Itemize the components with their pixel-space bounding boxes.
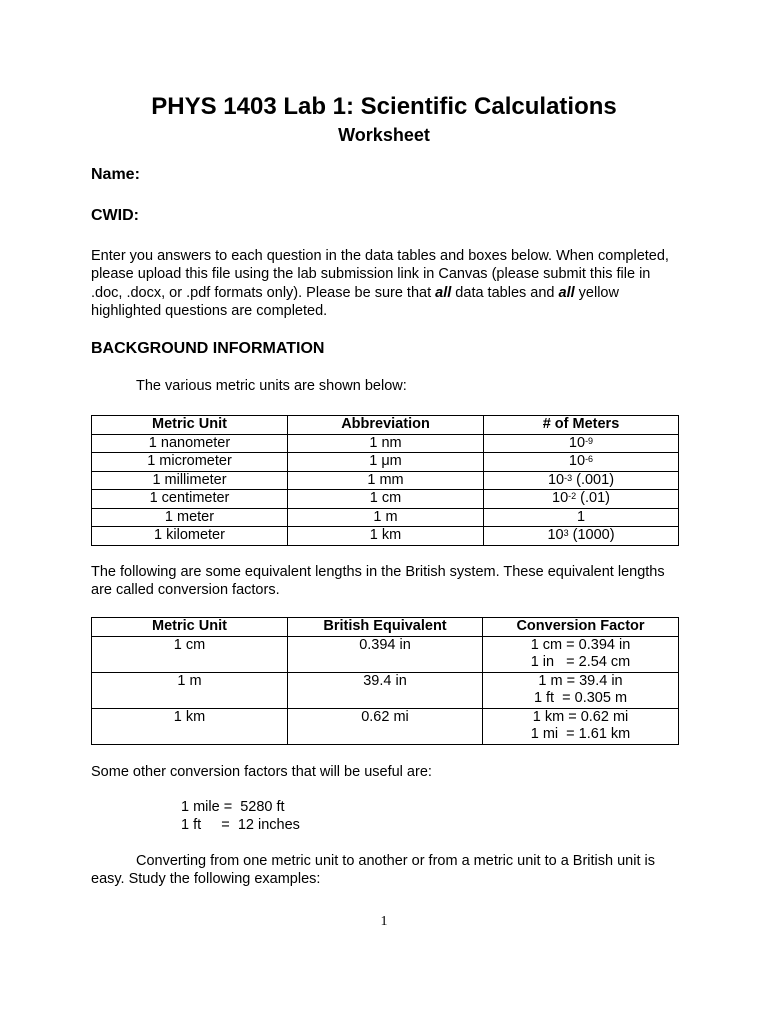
meters-cell: $10^3$ (1000) <box>484 527 679 546</box>
column-header: Conversion Factor <box>483 618 679 637</box>
table-row <box>92 636 679 672</box>
intro-text-3: yellow highlighted questions are completed. <box>91 284 619 319</box>
metric-intro: The various metric units are shown below: <box>136 378 407 394</box>
column-header: Abbreviation <box>288 416 484 435</box>
foot-conversion: 1 ft = 12 inches <box>181 817 300 833</box>
intro-text-1: Enter you answers to each question in the data tables and boxes below. When completed, please upload this file using the lab submission link in Canvas (please submit this file in .doc, .docx, or .pdf formats only). Please be sure that <box>91 248 669 301</box>
table-row <box>92 471 679 490</box>
british-equivalent-cell: 39.4 in <box>288 672 483 708</box>
mile-conversion: 1 mile = 5280 ft <box>181 799 285 815</box>
metric-units-table <box>91 415 679 546</box>
cwid-label: CWID: <box>91 207 139 224</box>
conversion-factor-cell: 1 m = 39.4 in 1 ft = 0.305 m <box>483 672 679 708</box>
intro-paragraph <box>91 247 681 320</box>
abbreviation-cell: 1 nm <box>288 434 484 453</box>
table-header-row <box>92 618 679 637</box>
column-header: Metric Unit <box>92 618 288 637</box>
metric-unit-cell: 1 meter <box>92 508 288 527</box>
meters-cell: 1 <box>484 508 679 527</box>
converting-paragraph: Converting from one metric unit to another or from a metric unit to a British unit is easy. Study the following examples: <box>91 853 655 888</box>
abbreviation-cell: 1 m <box>288 508 484 527</box>
table-header-row <box>92 416 679 435</box>
british-equivalent-cell: 0.394 in <box>288 636 483 672</box>
document-title: PHYS 1403 Lab 1: Scientific Calculations <box>151 93 617 120</box>
meters-cell: $10^{-6}$ <box>484 453 679 472</box>
abbreviation-cell: 1 μm <box>288 453 484 472</box>
document-subtitle: Worksheet <box>338 125 430 145</box>
metric-unit-cell: 1 millimeter <box>92 471 288 490</box>
metric-unit-cell: 1 km <box>92 708 288 744</box>
name-label: Name: <box>91 166 140 183</box>
background-heading: BACKGROUND INFORMATION <box>91 340 325 357</box>
intro-text-2: data tables and <box>451 284 559 301</box>
conversion-factor-cell: 1 cm = 0.394 in 1 in = 2.54 cm <box>483 636 679 672</box>
british-equivalent-cell: 0.62 mi <box>288 708 483 744</box>
table-row <box>92 708 679 744</box>
metric-unit-cell: 1 nanometer <box>92 434 288 453</box>
conversion-factor-cell: 1 km = 0.62 mi 1 mi = 1.61 km <box>483 708 679 744</box>
british-equivalents-table <box>91 617 679 745</box>
column-header: British Equivalent <box>288 618 483 637</box>
abbreviation-cell: 1 km <box>288 527 484 546</box>
metric-unit-cell: 1 m <box>92 672 288 708</box>
metric-unit-cell: 1 cm <box>92 636 288 672</box>
abbreviation-cell: 1 mm <box>288 471 484 490</box>
meters-cell: $10^{-3}$ (.001) <box>484 471 679 490</box>
column-header: # of Meters <box>484 416 679 435</box>
abbreviation-cell: 1 cm <box>288 490 484 509</box>
table-row <box>92 453 679 472</box>
meters-cell: $10^{-9}$ <box>484 434 679 453</box>
table-row <box>92 672 679 708</box>
meters-cell: $10^{-2}$ (.01) <box>484 490 679 509</box>
intro-emphasis-all-2: all <box>558 284 575 301</box>
intro-emphasis-all-1: all <box>435 284 452 301</box>
table-row <box>92 527 679 546</box>
conversion-intro: The following are some equivalent lengths in the British system. These equivalent lengths are called conversion factors. <box>91 564 665 599</box>
metric-unit-cell: 1 centimeter <box>92 490 288 509</box>
metric-unit-cell: 1 micrometer <box>92 453 288 472</box>
column-header: Metric Unit <box>92 416 288 435</box>
table-row <box>92 508 679 527</box>
table-row <box>92 434 679 453</box>
other-factors-intro: Some other conversion factors that will be useful are: <box>91 764 432 780</box>
metric-unit-cell: 1 kilometer <box>92 527 288 546</box>
table-row <box>92 490 679 509</box>
page-number: 1 <box>380 914 388 929</box>
